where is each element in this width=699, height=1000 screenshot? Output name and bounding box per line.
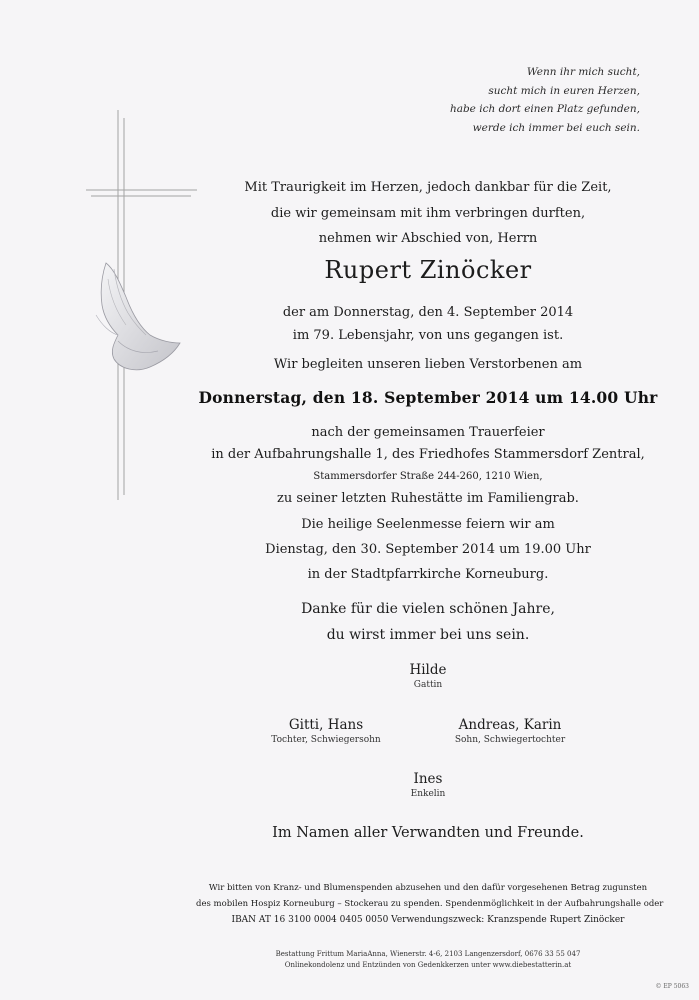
thanks-text [196, 596, 660, 648]
intro-line: die wir gemeinsam mit ihm verbringen durften, [270, 205, 586, 221]
relative-name: Gitti, Hans [288, 717, 364, 733]
undertaker-info [196, 949, 660, 971]
ceremony-line: zu seiner letzten Ruhestätte im Familiengrab. [277, 491, 579, 506]
relative-spouse [348, 662, 508, 690]
intro-text [196, 175, 660, 252]
mass-line: in der Stadtpfarrkirche Korneuburg. [307, 567, 549, 582]
mass-details [196, 512, 660, 587]
praying-hands-icon [88, 255, 188, 380]
relative-role: Tochter, Schwiegersohn [271, 735, 381, 745]
ceremony-line: in der Aufbahrungshalle 1, des Friedhofes Stammersdorf Zentral, [211, 447, 645, 462]
relative-name: Hilde [409, 662, 447, 678]
intro-line: nehmen wir Abschied von, Herrn [318, 231, 538, 246]
relative-name: Andreas, Karin [458, 717, 562, 733]
relative-son [420, 717, 600, 745]
thanks-line: Danke für die vielen schönen Jahre, [301, 601, 555, 617]
relative-daughter [246, 717, 406, 745]
donation-notice [196, 880, 664, 928]
ceremony-details [196, 422, 660, 510]
poem-line: habe ich dort einen Platz gefunden, [449, 103, 640, 115]
relative-role: Gattin [413, 680, 443, 690]
ceremony-address: Stammersdorfer Straße 244-260, 1210 Wien, [313, 471, 543, 482]
relative-role: Enkelin [410, 789, 446, 799]
death-line: im 79. Lebensjahr, von uns gegangen ist. [292, 328, 564, 343]
death-notice [196, 301, 660, 347]
relative-granddaughter [348, 771, 508, 799]
relative-name: Ines [413, 771, 443, 787]
undertaker-line: Onlinekondolenz und Entzünden von Gedenkkerzen unter www.diebestatterin.at [284, 961, 572, 969]
poem-line: sucht mich in euren Herzen, [488, 84, 640, 97]
donation-line: IBAN AT 16 3100 0004 0405 0050 Verwendungszweck: Kranzspende Rupert Zinöcker [231, 915, 625, 925]
donation-line: des mobilen Hospiz Korneuburg – Stockerau zu spenden. Spendenmöglichkeit in der Aufbahrungshalle oder [196, 899, 664, 909]
donation-line: Wir bitten von Kranz- und Blumenspenden abzusehen und den dafür vorgesehenen Betrag zugunsten [208, 883, 648, 893]
mass-line: Dienstag, den 30. September 2014 um 19.00 Uhr [265, 542, 591, 557]
funeral-date: Donnerstag, den 18. September 2014 um 14.00 Uhr [198, 388, 658, 407]
undertaker-line: Bestattung Frittum MariaAnna, Wienerstr. 4-6, 2103 Langenzersdorf, 0676 33 55 047 [275, 950, 581, 958]
intro-line: Mit Traurigkeit im Herzen, jedoch dankbar für die Zeit, [244, 180, 612, 195]
print-mark: © EP 5063 [655, 983, 689, 990]
death-line: der am Donnerstag, den 4. September 2014 [282, 305, 574, 320]
family-line: Im Namen aller Verwandten und Freunde. [272, 825, 584, 841]
relative-role: Sohn, Schwiegertochter [454, 735, 566, 745]
deceased-name: Rupert Zinöcker [324, 256, 532, 284]
poem-line: werde ich immer bei euch sein. [472, 121, 640, 134]
ceremony-line: nach der gemeinsamen Trauerfeier [311, 425, 545, 440]
thanks-line: du wirst immer bei uns sein. [326, 627, 530, 643]
accompany-text: Wir begleiten unseren lieben Verstorbenen am [273, 357, 583, 372]
mass-line: Die heilige Seelenmesse feiern wir am [301, 517, 555, 532]
poem [380, 63, 640, 137]
poem-line: Wenn ihr mich sucht, [526, 66, 640, 78]
